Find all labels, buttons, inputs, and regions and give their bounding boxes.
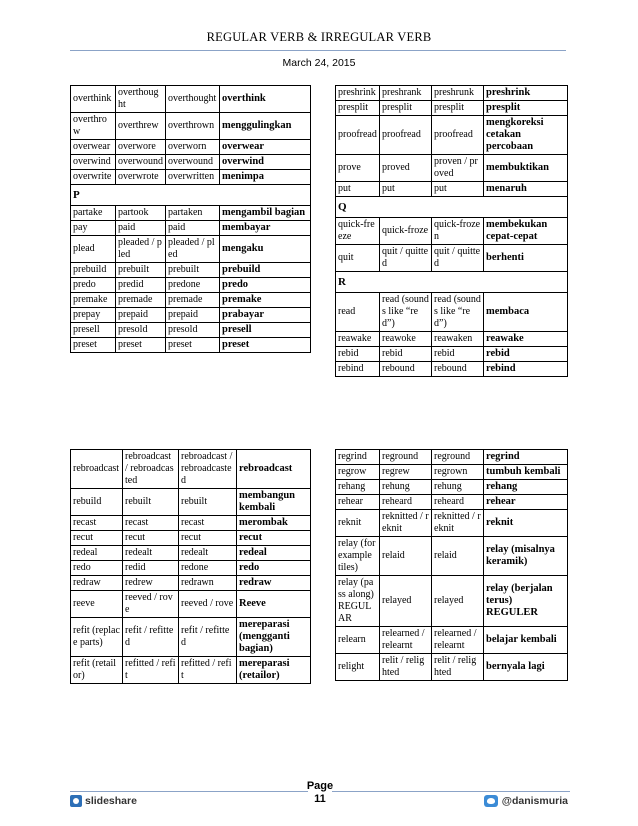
past-tense-cell: proofread xyxy=(380,116,432,155)
past-tense-cell: regrew xyxy=(380,465,432,480)
base-form-cell: prebuild xyxy=(71,263,116,278)
section-letter: P xyxy=(71,185,311,206)
meaning-cell: rebind xyxy=(484,362,568,377)
table-row xyxy=(71,86,311,113)
base-form-cell: recut xyxy=(71,531,123,546)
past-participle-cell: read (sounds like “red”) xyxy=(432,293,484,332)
table-row xyxy=(71,263,311,278)
section-row xyxy=(336,272,568,293)
meaning-cell: relay (berjalan terus) REGULER xyxy=(484,576,568,627)
base-form-cell: preset xyxy=(71,338,116,353)
past-tense-cell: rebound xyxy=(380,362,432,377)
past-tense-cell: rebid xyxy=(380,347,432,362)
meaning-cell: regrind xyxy=(484,450,568,465)
base-form-cell: refit (replace parts) xyxy=(71,618,123,657)
base-form-cell: quit xyxy=(336,245,380,272)
footer-divider-left xyxy=(70,791,308,792)
base-form-cell: partake xyxy=(71,206,116,221)
table-row xyxy=(336,155,568,182)
past-tense-cell: preset xyxy=(116,338,166,353)
past-tense-cell: predid xyxy=(116,278,166,293)
meaning-cell: redo xyxy=(237,561,311,576)
past-participle-cell: proven / proved xyxy=(432,155,484,182)
base-form-cell: relearn xyxy=(336,627,380,654)
base-form-cell: read xyxy=(336,293,380,332)
table-row xyxy=(71,155,311,170)
past-tense-cell: redrew xyxy=(123,576,179,591)
base-form-cell: overthrow xyxy=(71,113,116,140)
table-row xyxy=(336,362,568,377)
table-row xyxy=(336,495,568,510)
page-date: March 24, 2015 xyxy=(282,57,356,69)
meaning-cell: mengaku xyxy=(220,236,311,263)
table-row xyxy=(71,489,311,516)
meaning-cell: redraw xyxy=(237,576,311,591)
slideshare-icon xyxy=(70,795,82,807)
meaning-cell: premake xyxy=(220,293,311,308)
past-participle-cell: rebroadcast / rebroadcasted xyxy=(179,450,237,489)
meaning-cell: menaruh xyxy=(484,182,568,197)
past-tense-cell: relaid xyxy=(380,537,432,576)
base-form-cell: overwrite xyxy=(71,170,116,185)
section-row xyxy=(71,185,311,206)
meaning-cell: mengambil bagian xyxy=(220,206,311,221)
table-row xyxy=(336,537,568,576)
past-participle-cell: refit / refitted xyxy=(179,618,237,657)
past-tense-cell: quit / quitted xyxy=(380,245,432,272)
past-participle-cell: rebuilt xyxy=(179,489,237,516)
past-tense-cell: reheard xyxy=(380,495,432,510)
meaning-cell: tumbuh kembali xyxy=(484,465,568,480)
table-row xyxy=(71,531,311,546)
past-participle-cell: overthought xyxy=(166,86,220,113)
past-participle-cell: prepaid xyxy=(166,308,220,323)
section-letter: R xyxy=(336,272,568,293)
past-participle-cell: premade xyxy=(166,293,220,308)
past-participle-cell: overwound xyxy=(166,155,220,170)
past-participle-cell: paid xyxy=(166,221,220,236)
past-tense-cell: put xyxy=(380,182,432,197)
past-participle-cell: rebid xyxy=(432,347,484,362)
table-row xyxy=(336,182,568,197)
verb-table-left-top xyxy=(70,85,311,353)
base-form-cell: prepay xyxy=(71,308,116,323)
past-tense-cell: rebuilt xyxy=(123,489,179,516)
table-row xyxy=(71,113,311,140)
verb-table-right-bottom xyxy=(335,449,568,681)
meaning-cell: redeal xyxy=(237,546,311,561)
page-number-value: 11 xyxy=(314,793,326,805)
base-form-cell: put xyxy=(336,182,380,197)
meaning-cell: membangun kembali xyxy=(237,489,311,516)
past-participle-cell: predone xyxy=(166,278,220,293)
table-row xyxy=(336,86,568,101)
base-form-cell: refit (retailor) xyxy=(71,657,123,684)
past-participle-cell: relayed xyxy=(432,576,484,627)
table-row xyxy=(336,332,568,347)
table-row xyxy=(336,245,568,272)
table-row xyxy=(71,657,311,684)
meaning-cell: rehear xyxy=(484,495,568,510)
past-tense-cell: redealt xyxy=(123,546,179,561)
table-row xyxy=(71,591,311,618)
meaning-cell: recut xyxy=(237,531,311,546)
past-tense-cell: proved xyxy=(380,155,432,182)
base-form-cell: plead xyxy=(71,236,116,263)
page-title: REGULAR VERB & IRREGULAR VERB xyxy=(206,30,432,44)
meaning-cell: menggulingkan xyxy=(220,113,311,140)
past-participle-cell: recast xyxy=(179,516,237,531)
base-form-cell: overwear xyxy=(71,140,116,155)
past-tense-cell: presold xyxy=(116,323,166,338)
table-row xyxy=(336,576,568,627)
table-row xyxy=(71,293,311,308)
past-tense-cell: reeved / rove xyxy=(123,591,179,618)
past-tense-cell: rebroadcast / rebroadcasted xyxy=(123,450,179,489)
meaning-cell: mereparasi (mengganti bagian) xyxy=(237,618,311,657)
base-form-cell: regrow xyxy=(336,465,380,480)
past-tense-cell: prebuilt xyxy=(116,263,166,278)
twitter-icon xyxy=(484,795,498,807)
table-row xyxy=(336,450,568,465)
past-participle-cell: reeved / rove xyxy=(179,591,237,618)
past-participle-cell: quick-frozen xyxy=(432,218,484,245)
meaning-cell: membuktikan xyxy=(484,155,568,182)
past-tense-cell: reknitted / reknit xyxy=(380,510,432,537)
table-row xyxy=(71,221,311,236)
base-form-cell: redeal xyxy=(71,546,123,561)
section-letter: Q xyxy=(336,197,568,218)
past-participle-cell: rehung xyxy=(432,480,484,495)
meaning-cell: rebroadcast xyxy=(237,450,311,489)
past-tense-cell: refit / refitted xyxy=(123,618,179,657)
past-tense-cell: reawoke xyxy=(380,332,432,347)
table-row xyxy=(71,450,311,489)
meaning-cell: membayar xyxy=(220,221,311,236)
footer-brand-text: slideshare xyxy=(85,795,137,807)
past-tense-cell: pleaded / pled xyxy=(116,236,166,263)
past-participle-cell: quit / quitted xyxy=(432,245,484,272)
meaning-cell: rehang xyxy=(484,480,568,495)
base-form-cell: presplit xyxy=(336,101,380,116)
footer-brand[interactable] xyxy=(70,795,137,807)
table-row xyxy=(71,618,311,657)
table-row xyxy=(71,236,311,263)
table-row xyxy=(336,218,568,245)
table-row xyxy=(71,546,311,561)
past-participle-cell: prebuilt xyxy=(166,263,220,278)
base-form-cell: pay xyxy=(71,221,116,236)
past-tense-cell: refitted / refit xyxy=(123,657,179,684)
meaning-cell: membekukan cepat-cepat xyxy=(484,218,568,245)
table-row xyxy=(71,206,311,221)
past-participle-cell: overworn xyxy=(166,140,220,155)
table-row xyxy=(336,101,568,116)
past-tense-cell: redid xyxy=(123,561,179,576)
meaning-cell: menimpa xyxy=(220,170,311,185)
past-participle-cell: presplit xyxy=(432,101,484,116)
past-tense-cell: rehung xyxy=(380,480,432,495)
past-tense-cell: overthrew xyxy=(116,113,166,140)
past-participle-cell: reground xyxy=(432,450,484,465)
past-participle-cell: reknitted / reknit xyxy=(432,510,484,537)
meaning-cell: overwear xyxy=(220,140,311,155)
base-form-cell: overthink xyxy=(71,86,116,113)
base-form-cell: recast xyxy=(71,516,123,531)
meaning-cell: prebuild xyxy=(220,263,311,278)
base-form-cell: reawake xyxy=(336,332,380,347)
base-form-cell: reknit xyxy=(336,510,380,537)
past-tense-cell: partook xyxy=(116,206,166,221)
page-label: Page xyxy=(306,780,334,792)
table-row xyxy=(336,480,568,495)
meaning-cell: merombak xyxy=(237,516,311,531)
table-row xyxy=(336,654,568,681)
past-participle-cell: preshrunk xyxy=(432,86,484,101)
table-row xyxy=(336,465,568,480)
table-row xyxy=(71,516,311,531)
table-row xyxy=(336,347,568,362)
past-participle-cell: presold xyxy=(166,323,220,338)
past-participle-cell: relearned / relearnt xyxy=(432,627,484,654)
past-tense-cell: recut xyxy=(123,531,179,546)
base-form-cell: predo xyxy=(71,278,116,293)
footer-handle[interactable] xyxy=(484,795,568,807)
table-row xyxy=(71,278,311,293)
past-participle-cell: recut xyxy=(179,531,237,546)
past-participle-cell: redrawn xyxy=(179,576,237,591)
meaning-cell: berhenti xyxy=(484,245,568,272)
past-tense-cell: premade xyxy=(116,293,166,308)
table-row xyxy=(71,576,311,591)
base-form-cell: rebuild xyxy=(71,489,123,516)
past-participle-cell: overwritten xyxy=(166,170,220,185)
base-form-cell: rebroadcast xyxy=(71,450,123,489)
table-row xyxy=(71,338,311,353)
past-tense-cell: relayed xyxy=(380,576,432,627)
past-tense-cell: prepaid xyxy=(116,308,166,323)
past-participle-cell: proofread xyxy=(432,116,484,155)
past-participle-cell: refitted / refit xyxy=(179,657,237,684)
base-form-cell: relay (pass along) REGULAR xyxy=(336,576,380,627)
past-tense-cell: overwound xyxy=(116,155,166,170)
past-participle-cell: preset xyxy=(166,338,220,353)
base-form-cell: redo xyxy=(71,561,123,576)
base-form-cell: relay (for example tiles) xyxy=(336,537,380,576)
past-participle-cell: put xyxy=(432,182,484,197)
past-participle-cell: redone xyxy=(179,561,237,576)
meaning-cell: reawake xyxy=(484,332,568,347)
meaning-cell: overthink xyxy=(220,86,311,113)
meaning-cell: preset xyxy=(220,338,311,353)
table-row xyxy=(336,510,568,537)
past-participle-cell: reheard xyxy=(432,495,484,510)
table-row xyxy=(336,116,568,155)
table-row xyxy=(71,308,311,323)
table-row xyxy=(336,627,568,654)
meaning-cell: bernyala lagi xyxy=(484,654,568,681)
past-participle-cell: regrown xyxy=(432,465,484,480)
meaning-cell: membaca xyxy=(484,293,568,332)
past-tense-cell: relearned / relearnt xyxy=(380,627,432,654)
meaning-cell: overwind xyxy=(220,155,311,170)
base-form-cell: rebind xyxy=(336,362,380,377)
meaning-cell: presell xyxy=(220,323,311,338)
base-form-cell: preshrink xyxy=(336,86,380,101)
past-tense-cell: paid xyxy=(116,221,166,236)
verb-table-left-bottom xyxy=(70,449,311,684)
past-participle-cell: relaid xyxy=(432,537,484,576)
meaning-cell: belajar kembali xyxy=(484,627,568,654)
table-row xyxy=(71,323,311,338)
past-participle-cell: overthrown xyxy=(166,113,220,140)
past-tense-cell: quick-froze xyxy=(380,218,432,245)
past-tense-cell: presplit xyxy=(380,101,432,116)
past-tense-cell: recast xyxy=(123,516,179,531)
base-form-cell: reeve xyxy=(71,591,123,618)
past-tense-cell: overwore xyxy=(116,140,166,155)
past-participle-cell: pleaded / pled xyxy=(166,236,220,263)
section-row xyxy=(336,197,568,218)
past-participle-cell: rebound xyxy=(432,362,484,377)
base-form-cell: rebid xyxy=(336,347,380,362)
meaning-cell: mengkoreksi cetakan percobaan xyxy=(484,116,568,155)
footer-handle-text: @danismuria xyxy=(501,795,568,807)
base-form-cell: presell xyxy=(71,323,116,338)
base-form-cell: premake xyxy=(71,293,116,308)
meaning-cell: reknit xyxy=(484,510,568,537)
table-row xyxy=(71,170,311,185)
table-row xyxy=(336,293,568,332)
past-tense-cell: relit / relighted xyxy=(380,654,432,681)
past-participle-cell: reawaken xyxy=(432,332,484,347)
header-divider xyxy=(70,50,566,51)
past-tense-cell: overwrote xyxy=(116,170,166,185)
footer-divider-right xyxy=(332,791,570,792)
base-form-cell: regrind xyxy=(336,450,380,465)
past-participle-cell: relit / relighted xyxy=(432,654,484,681)
meaning-cell: prabayar xyxy=(220,308,311,323)
base-form-cell: rehang xyxy=(336,480,380,495)
meaning-cell: presplit xyxy=(484,101,568,116)
base-form-cell: proofread xyxy=(336,116,380,155)
base-form-cell: overwind xyxy=(71,155,116,170)
past-tense-cell: preshrank xyxy=(380,86,432,101)
past-tense-cell: read (sounds like “red”) xyxy=(380,293,432,332)
past-participle-cell: redealt xyxy=(179,546,237,561)
base-form-cell: redraw xyxy=(71,576,123,591)
past-participle-cell: partaken xyxy=(166,206,220,221)
meaning-cell: preshrink xyxy=(484,86,568,101)
meaning-cell: rebid xyxy=(484,347,568,362)
base-form-cell: rehear xyxy=(336,495,380,510)
page-number xyxy=(290,780,350,806)
meaning-cell: Reeve xyxy=(237,591,311,618)
meaning-cell: mereparasi (retailor) xyxy=(237,657,311,684)
verb-table-right-top xyxy=(335,85,568,377)
base-form-cell: relight xyxy=(336,654,380,681)
table-row xyxy=(71,140,311,155)
meaning-cell: predo xyxy=(220,278,311,293)
past-tense-cell: reground xyxy=(380,450,432,465)
base-form-cell: prove xyxy=(336,155,380,182)
meaning-cell: relay (misalnya keramik) xyxy=(484,537,568,576)
table-row xyxy=(71,561,311,576)
past-tense-cell: overthought xyxy=(116,86,166,113)
base-form-cell: quick-freeze xyxy=(336,218,380,245)
